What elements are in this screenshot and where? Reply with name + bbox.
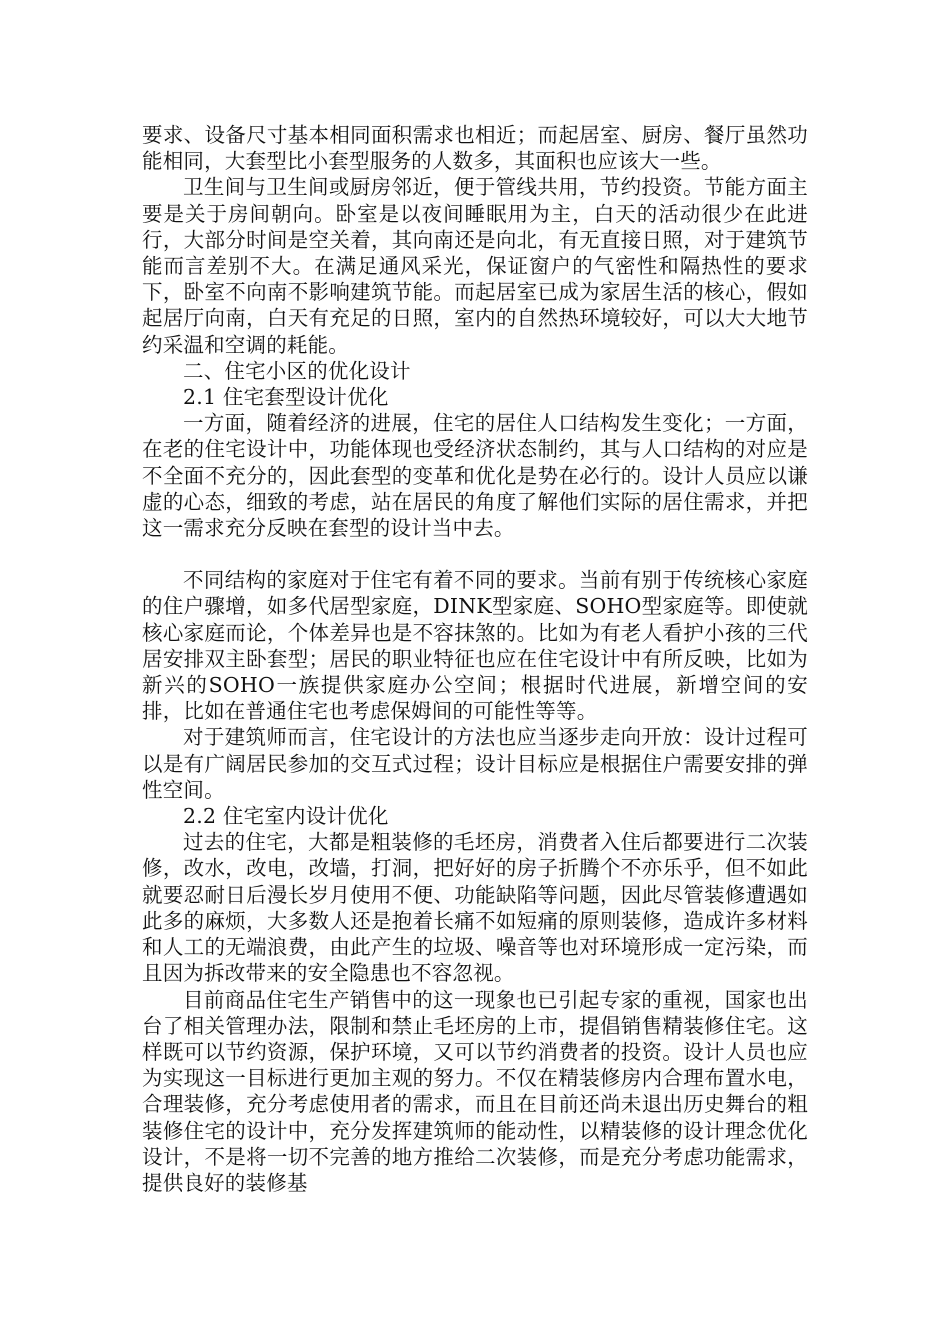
paragraph-current-practice: 目前商品住宅生产销售中的这一现象也已引起专家的重视，国家也出台了相关管理办法，限制和禁止毛坯房的上市，提倡销售精装修住宅。这样既可以节约资源，保护环境，又可以节约消费者的投资。设计人员也应为实现这一目标进行更加主观的努力。不仅在精装修房内合理布置水电，合理装修，充分考虑使用者的需求，而且在目前还尚未退出历史舞台的粗装修住宅的设计中，充分发挥建筑师的能动性，以精装修的设计理念优化设计，不是将一切不完善的地方推给二次装修，而是充分考虑功能需求，提供良好的装修基: [142, 987, 808, 1195]
body-text: [142, 122, 808, 1196]
section-heading-2: 二、住宅小区的优化设计: [183, 358, 411, 383]
paragraph-suite-design: 一方面，随着经济的进展，住宅的居住人口结构发生变化；一方面，在老的住宅设计中，功能体现也受经济状态制约，其与人口结构的对应是不全面不充分的，因此套型的变革和优化是势在必行的。设计人员应以谦虚的心态，细致的考虑，站在居民的角度了解他们实际的居住需求，并把这一需求充分反映在套型的设计当中去。: [142, 411, 808, 541]
subsection-heading-2-1: 2.1 住宅套型设计优化: [183, 385, 389, 410]
subsection-heading-2-2: 2.2 住宅室内设计优化: [183, 804, 389, 829]
paragraph-family-structures: 不同结构的家庭对于住宅有着不同的要求。当前有别于传统核心家庭的住户骤增，如多代居型家庭，DINK型家庭、SOHO型家庭等。即使就核心家庭而论，个体差异也是不容抹煞的。比如为有老人看护小孩的三代居安排双主卧套型；居民的职业特征也应在住宅设计中有所反映，比如为新兴的SOHO一族提供家庭办公空间；根据时代进展，新增空间的安排，比如在普通住宅也考虑保姆间的可能性等等。: [142, 568, 808, 724]
paragraph-continuation: 要求、设备尺寸基本相同面积需求也相近；而起居室、厨房、餐厅虽然功能相同，大套型比小套型服务的人数多，其面积也应该大一些。: [142, 123, 808, 174]
paragraph-architect-method: 对于建筑师而言，住宅设计的方法也应当逐步走向开放：设计过程可以是有广阔居民参加的交互式过程；设计目标应是根据住户需要安排的弹性空间。: [142, 725, 808, 802]
paragraph-past-housing: 过去的住宅，大都是粗装修的毛坯房，消费者入住后都要进行二次装修，改水，改电，改墙，打洞，把好好的房子折腾个不亦乐乎，但不如此就要忍耐日后漫长岁月使用不便、功能缺陷等问题，因此尽管装修遭遇如此多的麻烦，大多数人还是抱着长痛不如短痛的原则装修，造成许多材料和人工的无端浪费，由此产生的垃圾、噪音等也对环境形成一定污染，而且因为拆改带来的安全隐患也不容忽视。: [142, 830, 808, 986]
paragraph-energy-saving: 卫生间与卫生间或厨房邻近，便于管线共用，节约投资。节能方面主要是关于房间朝向。卧室是以夜间睡眠用为主，白天的活动很少在此进行，大部分时间是空关着，其向南还是向北，有无直接日照，对于建筑节能而言差别不大。在满足通风采光，保证窗户的气密性和隔热性的要求下，卧室不向南不影响建筑节能。而起居室已成为家居生活的核心，假如起居厅向南，白天有充足的日照，室内的自然热环境较好，可以大大地节约采温和空调的耗能。: [142, 175, 808, 357]
